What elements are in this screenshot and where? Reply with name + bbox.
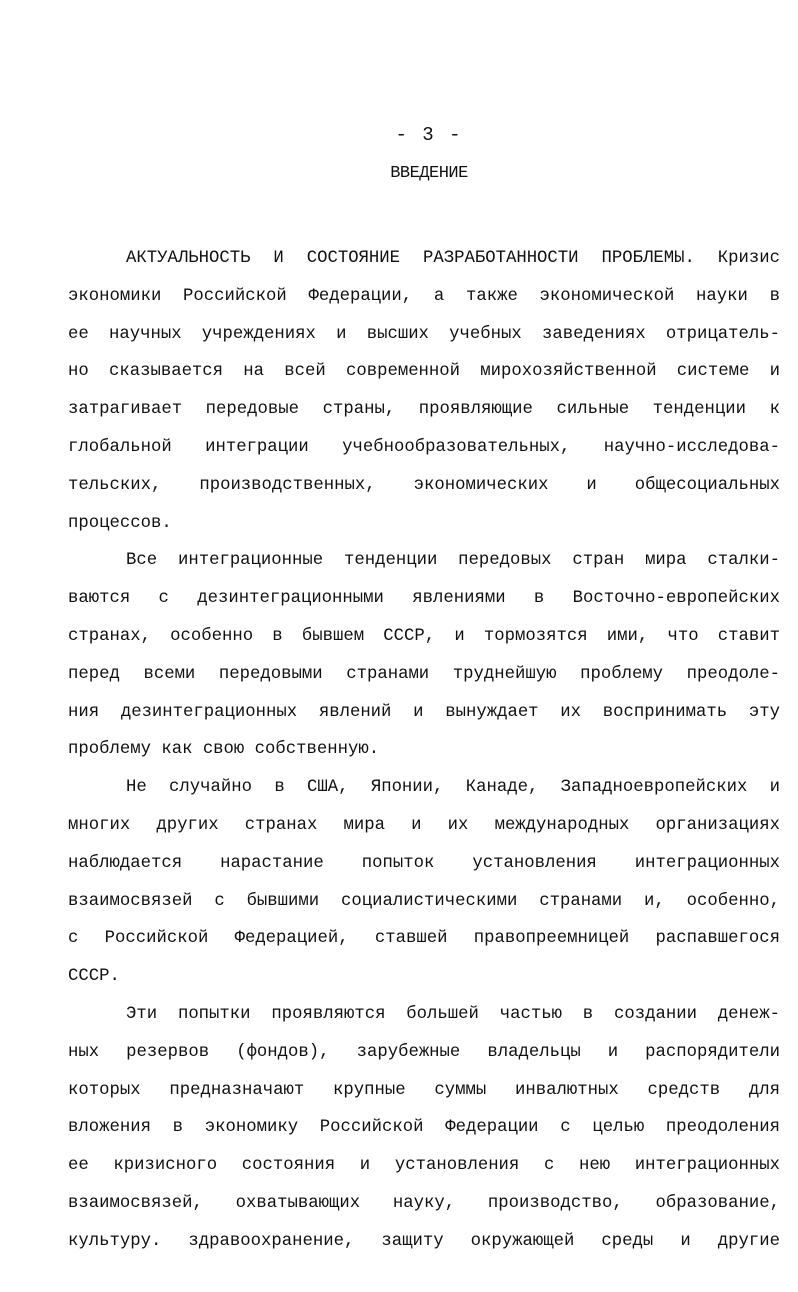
text-line: взаимосвязей с бывшими социалистическими странами и, особенно, <box>68 891 780 911</box>
paragraph-4 <box>68 996 780 1261</box>
paragraph-3 <box>68 769 780 996</box>
text-line: экономики Российской Федерации, а также экономической науки в <box>68 286 780 306</box>
text-line: АКТУАЛЬНОСТЬ И СОСТОЯНИЕ РАЗРАБОТАННОСТИ ПРОБЛЕМЫ. Кризис <box>126 249 780 268</box>
paragraph-1 <box>68 240 780 542</box>
text-line: наблюдается нарастание попыток установления интеграционных <box>68 853 780 873</box>
text-line: Эти попытки проявляются большей частью в создании денеж- <box>126 1004 780 1024</box>
text-line: затрагивает передовые страны, проявляющие сильные тенденции к <box>68 400 780 420</box>
text-line: но сказывается на всей современной мирохозяйственной системе и <box>68 362 780 382</box>
text-line: ваются с дезинтеграционными явлениями в Восточно-европейских <box>68 589 780 609</box>
text-line: Все интеграционные тенденции передовых стран мира сталки- <box>126 551 780 571</box>
text-line: взаимосвязей, охватывающих науку, производство, образование, <box>68 1193 780 1213</box>
text-line: странах, особенно в бывшем СССР, и тормозятся ими, что ставит <box>68 626 780 646</box>
text-line: ее научных учреждениях и высших учебных заведениях отрицатель- <box>68 324 780 344</box>
text-line: ее кризисного состояния и установления с нею интеграционных <box>68 1156 780 1176</box>
text-line: вложения в экономику Российской Федерации с целью преодоления <box>68 1118 780 1138</box>
paragraph-2 <box>68 542 780 769</box>
text-line: СССР. <box>68 967 120 987</box>
text-line: процессов. <box>68 513 172 533</box>
text-line: многих других странах мира и их международных организациях <box>68 815 780 835</box>
section-heading: ВВЕДЕНИЕ <box>390 164 468 183</box>
text-line: ных резервов (фондов), зарубежные владельцы и распорядители <box>68 1042 780 1062</box>
text-line: с Российской Федерацией, ставшей правопреемницей распавшегося <box>68 929 780 949</box>
text-line: культуру. здравоохранение, защиту окружающей среды и другие <box>68 1231 780 1251</box>
text-line: Не случайно в США, Японии, Канаде, Западноевропейских и <box>126 778 780 798</box>
document-body <box>68 240 780 1261</box>
text-line: ния дезинтеграционных явлений и вынуждает их воспринимать эту <box>68 702 780 722</box>
text-line: тельских, производственных, экономических и общесоциальных <box>68 475 780 495</box>
text-line: которых предназначают крупные суммы инвалютных средств для <box>68 1080 780 1100</box>
page-number: - 3 - <box>395 124 463 146</box>
text-line: перед всеми передовыми странами труднейшую проблему преодоле- <box>68 664 780 684</box>
text-line: проблему как свою собственную. <box>68 740 380 760</box>
text-line: глобальной интеграции учебнообразовательных, научно-исследова- <box>68 437 780 457</box>
